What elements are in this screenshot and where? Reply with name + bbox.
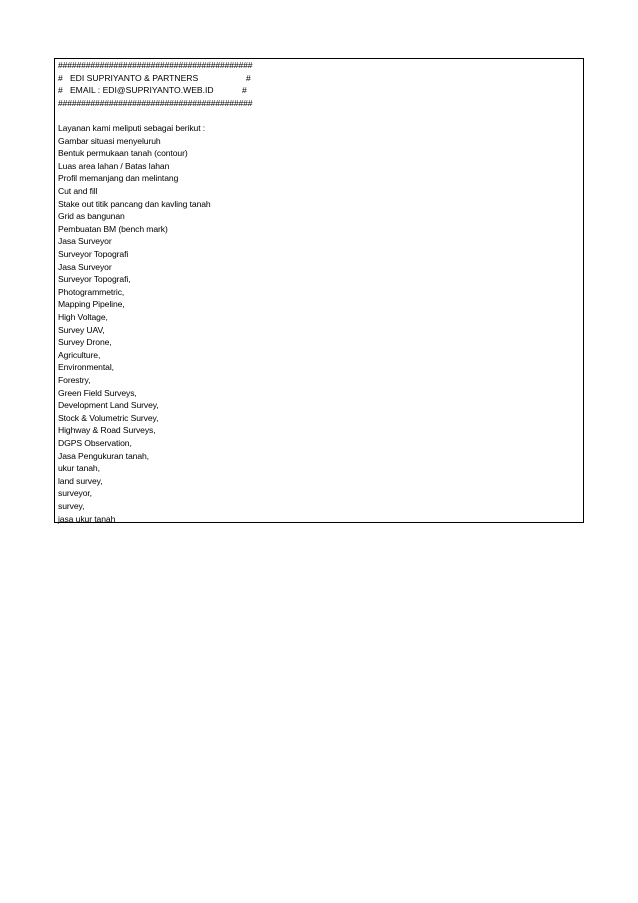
service-item: survey, [58, 501, 85, 511]
service-item: Forestry, [58, 375, 91, 385]
service-item: Development Land Survey, [58, 400, 159, 411]
service-item: Survey Drone, [58, 337, 112, 348]
document-text-box [54, 58, 584, 523]
service-item: Bentuk permukaan tanah (contour) [58, 148, 188, 159]
service-item: Agriculture, [58, 349, 101, 360]
service-item: Survey UAV, [58, 324, 105, 335]
service-item: Surveyor Topografi, [58, 274, 131, 285]
header-email-line: # EMAIL : EDI@SUPRIYANTO.WEB.ID [58, 85, 214, 96]
services-intro: Layanan kami meliputi sebagai berikut : [58, 123, 206, 133]
header-hash-line-top: ########################################## [58, 60, 253, 70]
service-item: Stock & Volumetric Survey, [58, 412, 159, 423]
service-item: jasa ukur tanah [58, 513, 116, 524]
service-item: Grid as bangunan [58, 211, 125, 222]
header-company-line: # EDI SUPRIYANTO & PARTNERS [58, 72, 199, 83]
service-item: Surveyor Topografi [58, 249, 129, 259]
service-item: land survey, [58, 475, 103, 486]
service-item: Green Field Surveys, [58, 387, 137, 398]
service-item: Pembuatan BM (bench mark) [58, 223, 168, 234]
service-item: ukur tanah, [58, 463, 100, 474]
service-item: DGPS Observation, [58, 438, 132, 448]
service-item: Cut and fill [58, 186, 98, 196]
service-item: Mapping Pipeline, [58, 299, 125, 310]
service-item: High Voltage, [58, 312, 108, 322]
header-email-end-mark: # [242, 85, 247, 96]
service-item: Jasa Pengukuran tanah, [58, 450, 149, 461]
service-item: Profil memanjang dan melintang [58, 173, 179, 184]
service-item: surveyor, [58, 488, 92, 499]
service-item: Gambar situasi menyeluruh [58, 135, 161, 146]
header-company-end-mark: # [246, 72, 251, 83]
service-item: Highway & Road Surveys, [58, 425, 156, 436]
header-hash-line-bottom: ########################################## [58, 97, 253, 108]
service-item: Photogrammetric, [58, 286, 125, 297]
service-item: Stake out titik pancang dan kavling tanah [58, 198, 211, 209]
service-item: Jasa Surveyor [58, 261, 112, 272]
service-item: Environmental, [58, 362, 114, 373]
service-item: Jasa Surveyor [58, 236, 112, 247]
service-item: Luas area lahan / Batas lahan [58, 160, 170, 171]
